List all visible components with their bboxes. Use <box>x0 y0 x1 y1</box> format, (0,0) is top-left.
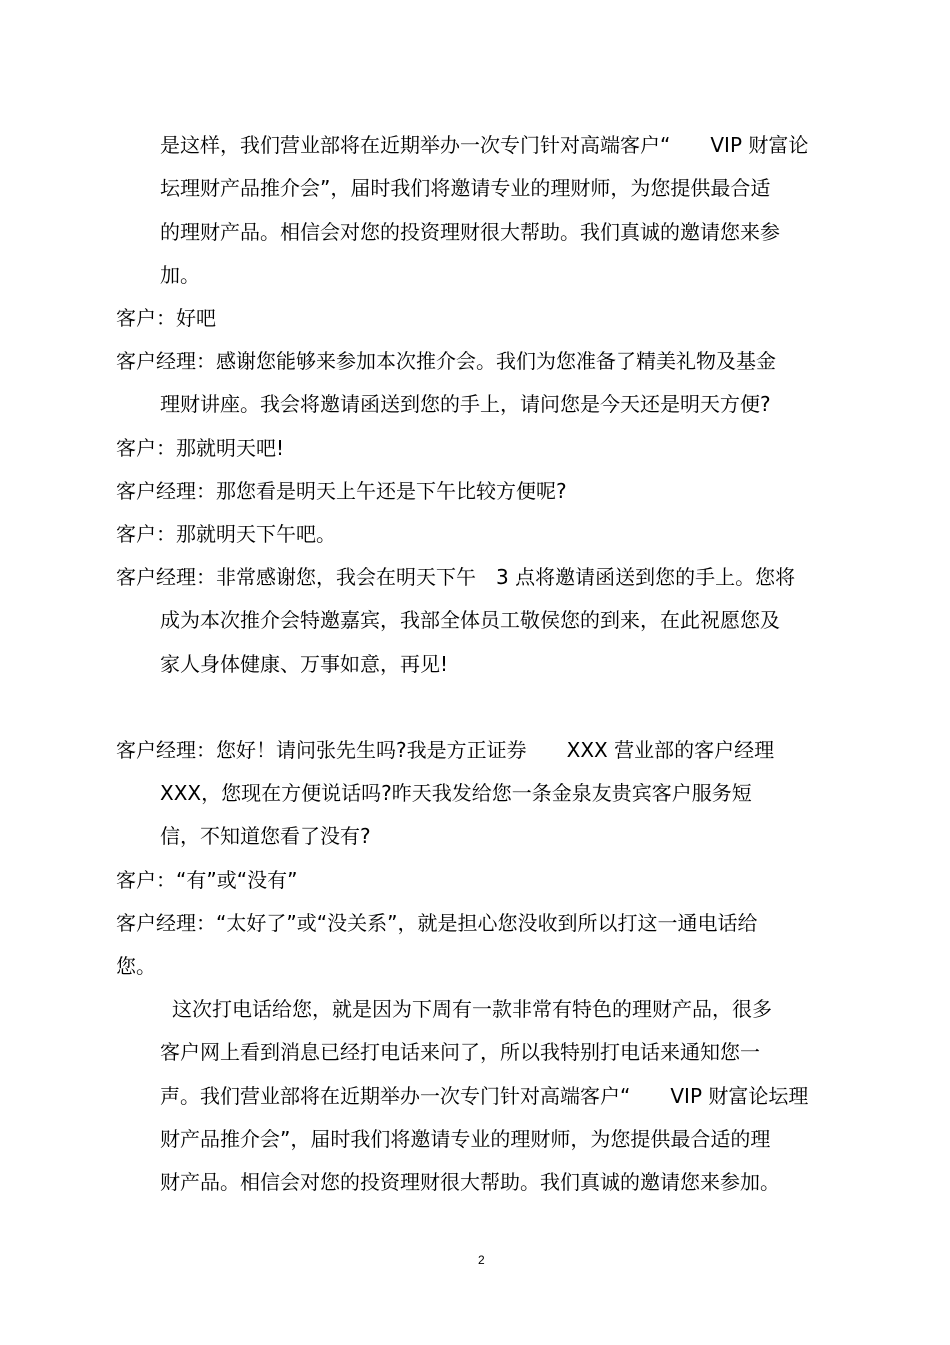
text-line: 客户经理：“太好了”或“没关系”，就是担心您没收到所以打这一通电话给 <box>116 911 758 935</box>
text-line: 这次打电话给您，就是因为下周有一款非常有特色的理财产品，很多 <box>172 997 772 1021</box>
text-line: 客户：那就明天吧! <box>116 436 285 460</box>
text-line: 客户经理：感谢您能够来参加本次推介会。我们为您准备了精美礼物及基金 <box>116 349 776 373</box>
text-line: 财产品。相信会对您的投资理财很大帮助。我们真诚的邀请您来参加。 <box>160 1170 780 1194</box>
text-line: 客户经理：那您看是明天上午还是下午比较方便呢? <box>116 479 567 503</box>
text-line: 客户：好吧 <box>116 306 216 330</box>
text-line: 声。我们营业部将在近期举办一次专门针对高端客户“ VIP 财富论坛理 <box>160 1084 809 1108</box>
page-number: 2 <box>478 1253 485 1267</box>
text-line: 客户：“有”或“没有” <box>116 868 298 892</box>
text-line: 家人身体健康、万事如意，再见! <box>160 652 449 676</box>
text-line: 加。 <box>160 263 200 287</box>
text-line: 的理财产品。相信会对您的投资理财很大帮助。我们真诚的邀请您来参 <box>160 220 780 244</box>
text-line: 是这样，我们营业部将在近期举办一次专门针对高端客户“ VIP 财富论 <box>160 133 809 157</box>
text-line: 坛理财产品推介会”，届时我们将邀请专业的理财师，为您提供最合适 <box>160 176 771 200</box>
text-line: 客户网上看到消息已经打电话来问了，所以我特别打电话来通知您一 <box>160 1040 760 1064</box>
text-line: 客户经理：非常感谢您，我会在明天下午 3 点将邀请函送到您的手上。您将 <box>116 565 796 589</box>
text-line: 信，不知道您看了没有? <box>160 824 371 848</box>
text-line: XXX，您现在方便说话吗?昨天我发给您一条金泉友贵宾客户服务短 <box>160 781 752 805</box>
text-line: 客户经理：您好！请问张先生吗?我是方正证券 XXX 营业部的客户经理 <box>116 738 775 762</box>
text-line: 理财讲座。我会将邀请函送到您的手上，请问您是今天还是明天方便? <box>160 392 771 416</box>
text-line: 客户：那就明天下午吧。 <box>116 522 336 546</box>
text-line: 成为本次推介会特邀嘉宾，我部全体员工敬侯您的到来，在此祝愿您及 <box>160 608 780 632</box>
text-line: 您。 <box>116 954 156 978</box>
text-line: 财产品推介会”，届时我们将邀请专业的理财师，为您提供最合适的理 <box>160 1127 771 1151</box>
